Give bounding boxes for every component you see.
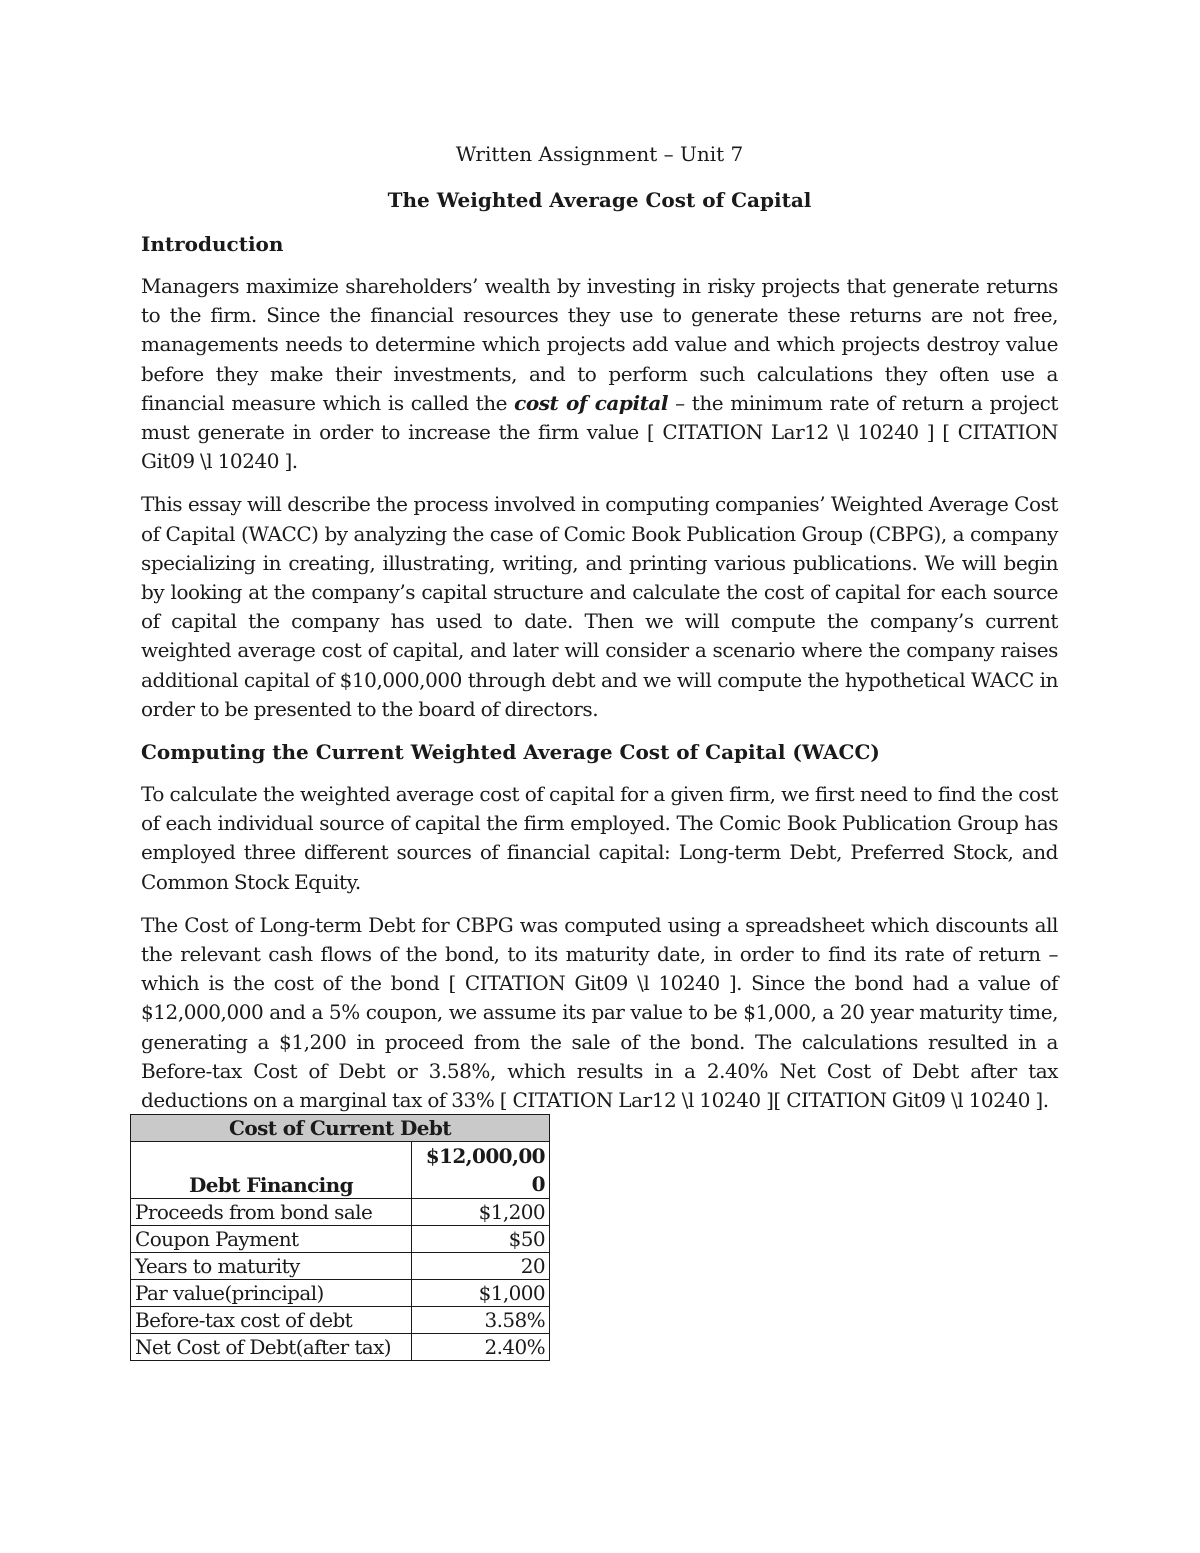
row-label: Years to maturity xyxy=(131,1253,412,1280)
table-header-row xyxy=(131,1142,550,1199)
table-row xyxy=(131,1253,550,1280)
row-label: Par value(principal) xyxy=(131,1280,412,1307)
introduction-heading: Introduction xyxy=(141,232,284,256)
assignment-label: Written Assignment – Unit 7 xyxy=(455,142,744,166)
row-label: Proceeds from bond sale xyxy=(131,1199,412,1226)
cost-of-current-debt-table xyxy=(130,1114,550,1361)
table-row xyxy=(131,1226,550,1253)
row-value: $50 xyxy=(412,1226,550,1253)
row-value: 2.40% xyxy=(412,1334,550,1361)
intro-paragraph-2: This essay will describe the process involved in computing companies’ Weighted Average Cost of Capital (WACC) by analyzing the case of Comic Book Publication Group (CBPG), a company specializing in creating, illustrating, writing, and printing various publications. We will begin by looking at the company’s capital structure and calculate the cost of capital for each source of capital the company has used to date. Then we will compute the company’s current weighted average cost of capital, and later will consider a scenario where the company raises additional capital of $10,000,000 through debt and we will compute the hypothetical WACC in order to be presented to the board of directors. xyxy=(141,492,1058,721)
intro-paragraph-1 xyxy=(141,272,1058,476)
table-title-row xyxy=(131,1115,550,1142)
row-label: Coupon Payment xyxy=(131,1226,412,1253)
wacc-paragraph-1: To calculate the weighted average cost of capital for a given firm, we first need to find the cost of each individual source of capital the firm employed. The Comic Book Publication Group has employed three different sources of financial capital: Long-term Debt, Preferred Stock, and Common Stock Equity. xyxy=(141,782,1058,894)
table-row xyxy=(131,1334,550,1361)
cost-of-capital-term: cost of capital xyxy=(514,390,669,415)
table-title: Cost of Current Debt xyxy=(131,1115,550,1142)
intro-paragraph-1-part-b: – the minimum rate of return a project must generate in order to increase the firm value [ CITATION Lar12 \l 10240 ] [ CITATION Git09 \l 10240 ]. xyxy=(141,390,1058,474)
row-label: Net Cost of Debt(after tax) xyxy=(131,1334,412,1361)
debt-financing-value: $12,000,000 xyxy=(412,1142,550,1199)
debt-financing-label: Debt Financing xyxy=(131,1142,412,1199)
document-page xyxy=(141,140,1058,1129)
wacc-paragraph-2: The Cost of Long-term Debt for CBPG was computed using a spreadsheet which discounts all the relevant cash flows of the bond, to its maturity date, in order to find its rate of return – which is the cost of the bond [ CITATION Git09 \l 10240 ]. Since the bond had a value of $12,000,000 and a 5% coupon, we assume its par value to be $1,000, a 20 year maturity time, generating a $1,200 in proceed from the sale of the bond. The calculations resulted in a Before-tax Cost of Debt or 3.58%, which results in a 2.40% Net Cost of Debt after tax deductions on a marginal tax of 33% [ CITATION Lar12 \l 10240 ][ CITATION Git09 \l 10240 ]. xyxy=(141,912,1058,1113)
row-label: Before-tax cost of debt xyxy=(131,1307,412,1334)
intro-paragraph-1-part-a: Managers maximize shareholders’ wealth by investing in risky projects that generate returns to the firm. Since the financial resources they use to generate these returns are not free, managements needs to determine which projects add value and which projects destroy value before they make their investments, and to perform such calculations they often use a financial measure which is called the xyxy=(141,274,1058,415)
row-value: 3.58% xyxy=(412,1307,550,1334)
document-title: The Weighted Average Cost of Capital xyxy=(387,188,812,212)
table-row xyxy=(131,1307,550,1334)
row-value: 20 xyxy=(412,1253,550,1280)
table-row xyxy=(131,1280,550,1307)
table-row xyxy=(131,1199,550,1226)
row-value: $1,200 xyxy=(412,1199,550,1226)
row-value: $1,000 xyxy=(412,1280,550,1307)
wacc-heading: Computing the Current Weighted Average Cost of Capital (WACC) xyxy=(141,740,880,765)
